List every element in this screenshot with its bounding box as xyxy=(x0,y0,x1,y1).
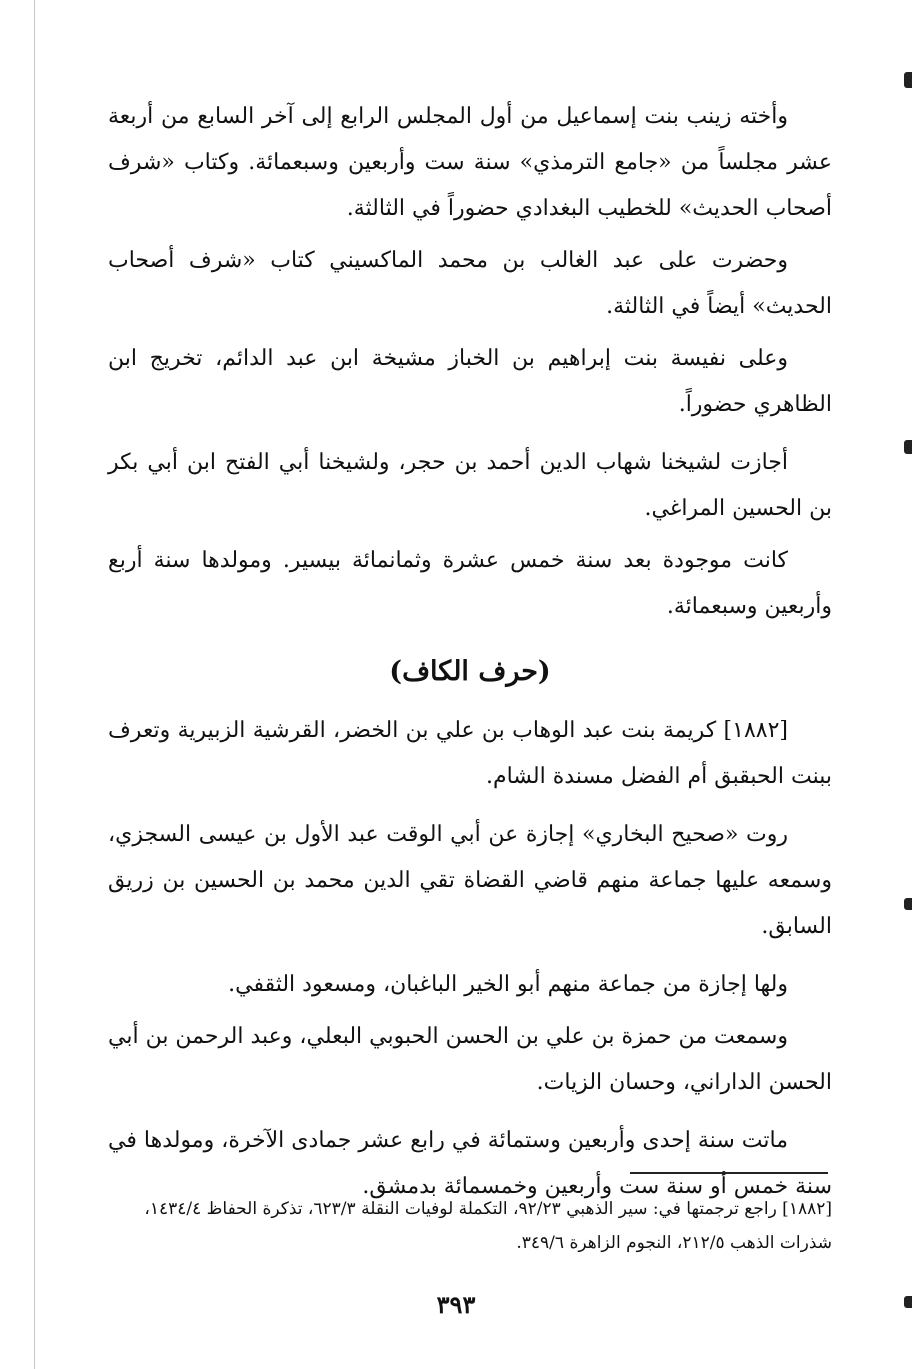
edge-mark-middle xyxy=(904,440,912,454)
paragraph-sahih-bukhari: روت «صحيح البخاري» إجازة عن أبي الوقت عبد الأول بن عيسى السجزي، وسمعه عليها جماعة منهم قاضي القضاة تقي الدين محمد بن الحسين بن زريق السابق. xyxy=(108,822,832,939)
footnote-separator xyxy=(630,1172,828,1174)
paragraph-death: ماتت سنة إحدى وأربعين وستمائة في رابع عشر جمادى الآخرة، ومولدها في سنة خمس أو سنة ست وأربعين وخمسمائة بدمشق. xyxy=(108,1128,832,1199)
footnote-line-2: شذرات الذهب ٢١٢/٥، النجوم الزاهرة ٣٤٩/٦. xyxy=(516,1233,832,1253)
page-body xyxy=(108,94,832,1216)
page-edge-line xyxy=(34,0,35,1369)
edge-mark-top xyxy=(904,72,912,88)
footnote-line-1: [١٨٨٢] راجع ترجمتها في: سير الذهبي ٩٢/٢٣، التكملة لوفيات النقلة ٦٢٣/٣، تذكرة الحفاظ ١٤٣٤/٤، xyxy=(144,1199,832,1219)
paragraph-ijaza: أجازت لشيخنا شهاب الدين أحمد بن حجر، ولشيخنا أبي الفتح ابن أبي بكر بن الحسين المراغي. xyxy=(108,450,832,521)
paragraph-zaynab: وأخته زينب بنت إسماعيل من أول المجلس الرابع إلى آخر السابع من أربعة عشر مجلساً من «جامع الترمذي» سنة ست وأربعين وسبعمائة. وكتاب «شرف أصحاب الحديث» للخطيب البغدادي حضوراً في الثالثة. xyxy=(108,104,832,221)
paragraph-samiat: وسمعت من حمزة بن علي بن الحسن الحبوبي البعلي، وعبد الرحمن بن أبي الحسن الداراني، وحسان الزيات. xyxy=(108,1024,832,1095)
paragraph-ijaza-jamaa: ولها إجازة من جماعة منهم أبو الخير الباغبان، ومسعود الثقفي. xyxy=(228,972,788,997)
paragraph-death-birth: كانت موجودة بعد سنة خمس عشرة وثمانمائة بيسير. ومولدها سنة أربع وأربعين وسبعمائة. xyxy=(108,548,832,619)
paragraph-abd-al-ghalib: وحضرت على عبد الغالب بن محمد الماكسيني كتاب «شرف أصحاب الحديث» أيضاً في الثالثة. xyxy=(108,248,832,319)
paragraph-nafisa: وعلى نفيسة بنت إبراهيم بن الخباز مشيخة ابن عبد الدائم، تخريج ابن الظاهري حضوراً. xyxy=(108,346,832,417)
edge-mark-lower xyxy=(904,898,912,910)
section-heading: (حرف الكاف) xyxy=(389,656,551,687)
edge-mark-bottom xyxy=(904,1296,912,1308)
footnote xyxy=(108,1192,832,1260)
entry-1882-title: [١٨٨٢] كريمة بنت عبد الوهاب بن علي بن الخضر، القرشية الزبيرية وتعرف ببنت الحبقبق أم الفضل مسندة الشام. xyxy=(108,718,832,789)
page-number: ٣٩٣ xyxy=(436,1290,476,1319)
